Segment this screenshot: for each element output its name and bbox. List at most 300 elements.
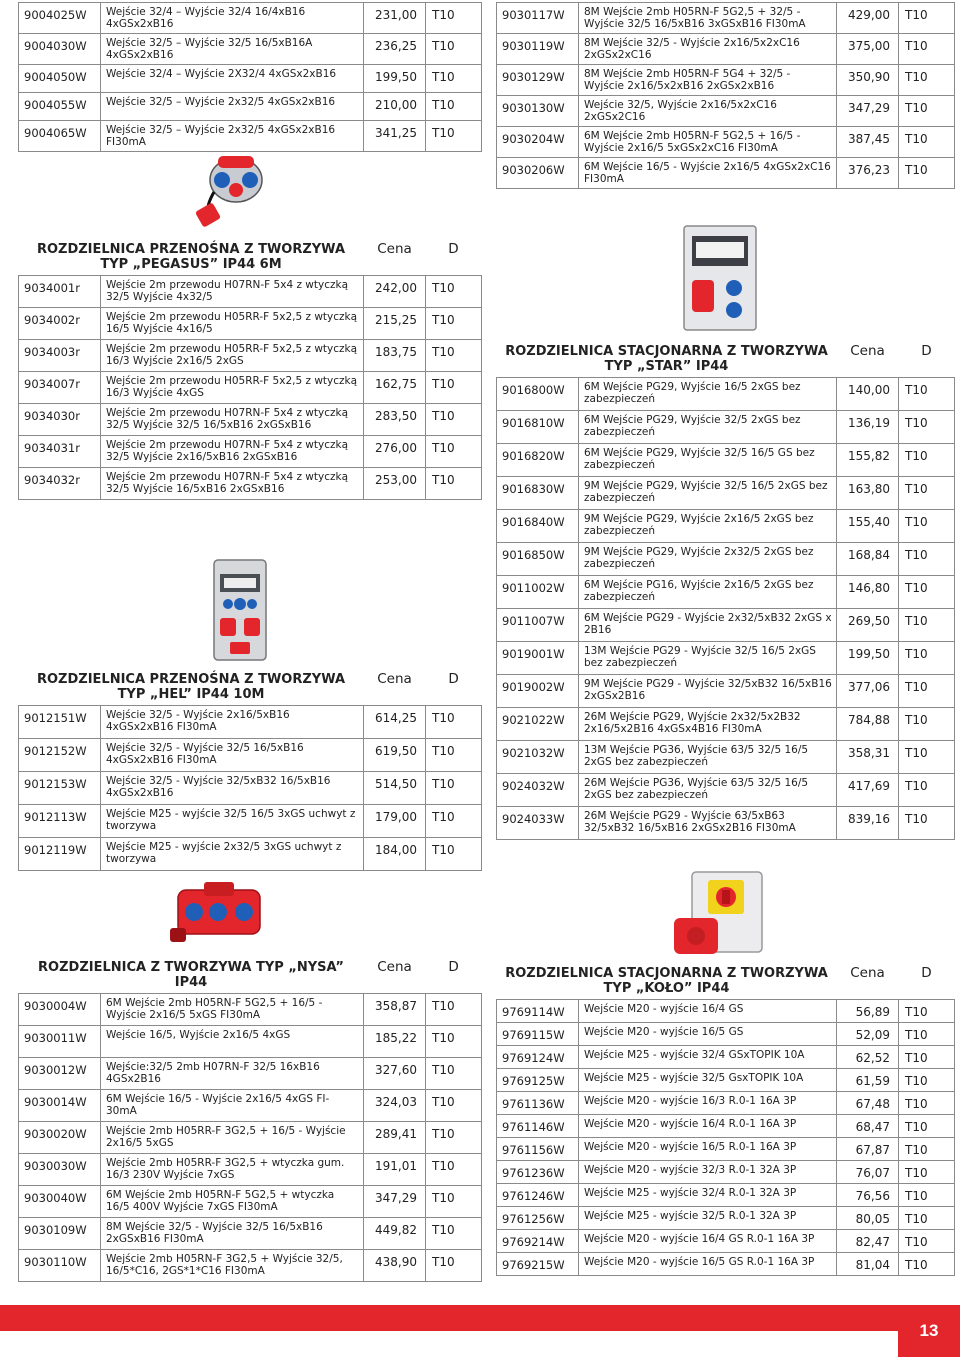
product-description: Wejście 2mb H05RR-F 3G2,5 + wtyczka gum. 16/3 230V Wyjście 7xGS <box>101 1154 364 1186</box>
product-price: 184,00 <box>364 838 426 871</box>
table-row <box>497 807 955 840</box>
product-code: 9012113W <box>19 805 101 838</box>
product-unit: T10 <box>899 411 955 444</box>
product-price: 283,50 <box>364 404 426 436</box>
product-unit: T10 <box>426 1250 482 1282</box>
table-row <box>19 340 482 372</box>
nysa-price-header: Cena <box>364 956 426 994</box>
product-price: 438,90 <box>364 1250 426 1282</box>
product-description: Wejście M20 - wyjście 16/4 GS R.0-1 16A 3P <box>579 1230 837 1253</box>
nysa-header <box>19 956 482 994</box>
product-unit: T10 <box>899 1046 955 1069</box>
hel-price-header: Cena <box>364 668 426 706</box>
product-description: 8M Wejście 2mb H05RN-F 5G4 + 32/5 - Wyjście 2x16/5x2xB16 2xGSx2xB16 <box>579 65 837 96</box>
table-row <box>19 1218 482 1250</box>
table-row <box>19 838 482 871</box>
table-row <box>497 1115 955 1138</box>
footer-red-bar <box>0 1305 898 1331</box>
pegasus-title: ROZDZIELNICA PRZENOŚNA Z TWORZYWA TYP „PEGASUS” IP44 6M <box>19 238 364 276</box>
product-price: 140,00 <box>837 378 899 411</box>
product-unit: T10 <box>899 543 955 576</box>
product-description: 9M Wejście PG29, Wyjście 2x32/5 2xGS bez zabezpieczeń <box>579 543 837 576</box>
product-description: Wejście M25 - wyjście 2x32/5 3xGS uchwyt z tworzywa <box>101 838 364 871</box>
table-row <box>19 276 482 308</box>
product-description: 6M Wejście PG29 - Wyjście 2x32/5xB32 2xGS x 2B16 <box>579 609 837 642</box>
nysa-table <box>18 956 482 1282</box>
product-unit: T10 <box>899 741 955 774</box>
product-code: 9034007r <box>19 372 101 404</box>
product-unit: T10 <box>426 308 482 340</box>
table-row <box>19 1186 482 1218</box>
product-price: 269,50 <box>837 609 899 642</box>
pegasus-header <box>19 238 482 276</box>
table-row <box>19 1122 482 1154</box>
product-description: Wejście 32/4 – Wyjście 32/4 16/4xB16 4xGSx2xB16 <box>101 3 364 34</box>
product-description: 6M Wejście 2mb H05RN-F 5G2,5 + wtyczka 16/5 400V Wyjście 7xGS FI30mA <box>101 1186 364 1218</box>
product-price: 324,03 <box>364 1090 426 1122</box>
table-row <box>497 1023 955 1046</box>
hel-d-header: D <box>426 668 482 706</box>
product-code: 9761236W <box>497 1161 579 1184</box>
product-price: 76,56 <box>837 1184 899 1207</box>
nysa-title: ROZDZIELNICA Z TWORZYWA TYP „NYSA” IP44 <box>19 956 364 994</box>
table-row <box>497 1184 955 1207</box>
product-price: 67,87 <box>837 1138 899 1161</box>
product-description: 6M Wejście PG29, Wyjście 32/5 2xGS bez zabezpieczeń <box>579 411 837 444</box>
table-row <box>19 805 482 838</box>
table-row <box>497 411 955 444</box>
product-price: 76,07 <box>837 1161 899 1184</box>
kolo-section <box>496 962 954 1276</box>
table-row <box>19 706 482 739</box>
product-price: 358,31 <box>837 741 899 774</box>
product-description: 13M Wejście PG36, Wyjście 63/5 32/5 16/5 2xGS bez zabezpieczeń <box>579 741 837 774</box>
kolo-header <box>497 962 955 1000</box>
product-code: 9004025W <box>19 3 101 34</box>
product-description: Wejście 2m przewodu H07RN-F 5x4 z wtyczką 32/5 Wyjście 16/5xB16 2xGSxB16 <box>101 468 364 500</box>
product-price: 210,00 <box>364 93 426 121</box>
star-distributor-photo <box>676 222 764 334</box>
hel-header <box>19 668 482 706</box>
product-code: 9030030W <box>19 1154 101 1186</box>
product-description: Wejście 32/5, Wyjście 2x16/5x2xC16 2xGSx2C16 <box>579 96 837 127</box>
product-code: 9024033W <box>497 807 579 840</box>
table-row <box>497 642 955 675</box>
product-unit: T10 <box>899 1092 955 1115</box>
product-description: 8M Wejście 32/5 - Wyjście 2x16/5x2xC16 2xGSx2xC16 <box>579 34 837 65</box>
product-unit: T10 <box>899 642 955 675</box>
product-description: Wejście 2m przewodu H07RN-F 5x4 z wtyczką 32/5 Wyjście 4x32/5 <box>101 276 364 308</box>
table-row <box>19 93 482 121</box>
product-unit: T10 <box>426 739 482 772</box>
product-code: 9034031r <box>19 436 101 468</box>
product-description: Wejście 2m przewodu H05RR-F 5x2,5 z wtyczką 16/3 Wyjście 2x16/5 2xGS <box>101 340 364 372</box>
product-code: 9030109W <box>19 1218 101 1250</box>
product-description: Wejście M20 - wyjście 16/3 R.0-1 16A 3P <box>579 1092 837 1115</box>
table-row <box>497 543 955 576</box>
product-unit: T10 <box>426 706 482 739</box>
product-price: 183,75 <box>364 340 426 372</box>
product-code: 9030130W <box>497 96 579 127</box>
product-unit: T10 <box>899 675 955 708</box>
kolo-d-header: D <box>899 962 955 1000</box>
product-price: 619,50 <box>364 739 426 772</box>
table-row <box>497 510 955 543</box>
product-code: 9769124W <box>497 1046 579 1069</box>
product-code: 9034002r <box>19 308 101 340</box>
pegasus-price-header: Cena <box>364 238 426 276</box>
product-price: 253,00 <box>364 468 426 500</box>
product-price: 61,59 <box>837 1069 899 1092</box>
product-unit: T10 <box>426 1026 482 1058</box>
product-unit: T10 <box>426 276 482 308</box>
product-price: 136,19 <box>837 411 899 444</box>
product-code: 9016800W <box>497 378 579 411</box>
table-row <box>19 1090 482 1122</box>
product-description: Wejście M20 - wyjście 16/4 GS <box>579 1000 837 1023</box>
table-row <box>497 3 955 34</box>
product-price: 191,01 <box>364 1154 426 1186</box>
product-description: Wejście M25 - wyjście 32/5 16/5 3xGS uchwyt z tworzywa <box>101 805 364 838</box>
product-code: 9016830W <box>497 477 579 510</box>
product-code: 9004030W <box>19 34 101 65</box>
product-code: 9034003r <box>19 340 101 372</box>
product-description: 26M Wejście PG36, Wyjście 63/5 32/5 16/5 2xGS bez zabezpieczeń <box>579 774 837 807</box>
product-unit: T10 <box>426 65 482 93</box>
product-code: 9034001r <box>19 276 101 308</box>
table-row <box>19 468 482 500</box>
product-description: 13M Wejście PG29 - Wyjście 32/5 16/5 2xGS bez zabezpieczeń <box>579 642 837 675</box>
product-code: 9769115W <box>497 1023 579 1046</box>
product-unit: T10 <box>426 1058 482 1090</box>
product-description: Wejście M20 - wyjście 16/5 GS <box>579 1023 837 1046</box>
product-price: 155,40 <box>837 510 899 543</box>
table-row <box>497 1253 955 1276</box>
table-row <box>19 436 482 468</box>
table-row <box>497 477 955 510</box>
product-unit: T10 <box>899 1138 955 1161</box>
product-unit: T10 <box>899 774 955 807</box>
product-code: 9034032r <box>19 468 101 500</box>
table-row <box>497 675 955 708</box>
product-code: 9030011W <box>19 1026 101 1058</box>
product-price: 839,16 <box>837 807 899 840</box>
star-table <box>496 340 955 840</box>
product-price: 146,80 <box>837 576 899 609</box>
product-code: 9769214W <box>497 1230 579 1253</box>
product-code: 9769114W <box>497 1000 579 1023</box>
product-code: 9021022W <box>497 708 579 741</box>
product-unit: T10 <box>899 96 955 127</box>
star-header <box>497 340 955 378</box>
table-row <box>497 708 955 741</box>
product-code: 9034030r <box>19 404 101 436</box>
product-description: Wejście 16/5, Wyjście 2x16/5 4xGS <box>101 1026 364 1058</box>
product-price: 236,25 <box>364 34 426 65</box>
product-price: 62,52 <box>837 1046 899 1069</box>
product-unit: T10 <box>899 1230 955 1253</box>
product-price: 327,60 <box>364 1058 426 1090</box>
product-unit: T10 <box>899 576 955 609</box>
star-section <box>496 340 954 840</box>
product-code: 9012153W <box>19 772 101 805</box>
table-row <box>19 404 482 436</box>
nysa-d-header: D <box>426 956 482 994</box>
product-price: 162,75 <box>364 372 426 404</box>
table-row <box>497 1069 955 1092</box>
product-unit: T10 <box>426 121 482 152</box>
product-unit: T10 <box>899 1184 955 1207</box>
product-unit: T10 <box>899 1207 955 1230</box>
table-row <box>497 96 955 127</box>
product-code: 9016810W <box>497 411 579 444</box>
product-price: 347,29 <box>837 96 899 127</box>
pegasus-table <box>18 238 482 500</box>
product-description: 8M Wejście 32/5 - Wyjście 32/5 16/5xB16 2xGSxB16 FI30mA <box>101 1218 364 1250</box>
product-code: 9011002W <box>497 576 579 609</box>
product-price: 163,80 <box>837 477 899 510</box>
product-price: 358,87 <box>364 994 426 1026</box>
product-description: Wejście 2m przewodu H05RR-F 5x2,5 z wtyczką 16/5 Wyjście 4x16/5 <box>101 308 364 340</box>
table-row <box>497 1046 955 1069</box>
product-code: 9761156W <box>497 1138 579 1161</box>
product-description: Wejście 32/5 - Wyjście 32/5 16/5xB16 4xGSx2xB16 FI30mA <box>101 739 364 772</box>
product-unit: T10 <box>899 609 955 642</box>
product-price: 215,25 <box>364 308 426 340</box>
product-price: 784,88 <box>837 708 899 741</box>
product-description: Wejście:32/5 2mb H07RN-F 32/5 16xB16 4GSx2B16 <box>101 1058 364 1090</box>
table-row <box>19 372 482 404</box>
product-price: 80,05 <box>837 1207 899 1230</box>
table-row <box>497 1138 955 1161</box>
product-description: 6M Wejście 2mb H05RN-F 5G2,5 + 16/5 - Wyjście 2x16/5 5xGS FI30mA <box>101 994 364 1026</box>
product-code: 9761246W <box>497 1184 579 1207</box>
product-unit: T10 <box>426 772 482 805</box>
product-code: 9012152W <box>19 739 101 772</box>
table-row <box>497 576 955 609</box>
product-price: 387,45 <box>837 127 899 158</box>
product-description: 6M Wejście PG29, Wyjście 16/5 2xGS bez zabezpieczeń <box>579 378 837 411</box>
product-price: 67,48 <box>837 1092 899 1115</box>
table-row <box>497 741 955 774</box>
product-code: 9016850W <box>497 543 579 576</box>
product-unit: T10 <box>426 93 482 121</box>
product-unit: T10 <box>426 805 482 838</box>
product-unit: T10 <box>899 1161 955 1184</box>
product-code: 9021032W <box>497 741 579 774</box>
product-code: 9030206W <box>497 158 579 189</box>
product-description: Wejście 32/5 – Wyjście 2x32/5 4xGSx2xB16 FI30mA <box>101 121 364 152</box>
product-price: 52,09 <box>837 1023 899 1046</box>
product-description: Wejście 32/5 - Wyjście 32/5xB32 16/5xB16 4xGSx2xB16 <box>101 772 364 805</box>
product-code: 9011007W <box>497 609 579 642</box>
product-unit: T10 <box>899 1069 955 1092</box>
table-row <box>497 1230 955 1253</box>
product-unit: T10 <box>426 372 482 404</box>
product-unit: T10 <box>426 468 482 500</box>
product-description: Wejście 2m przewodu H07RN-F 5x4 z wtyczką 32/5 Wyjście 32/5 16/5xB16 2xGSxB16 <box>101 404 364 436</box>
product-price: 242,00 <box>364 276 426 308</box>
table-row <box>19 772 482 805</box>
table-row <box>19 1154 482 1186</box>
table-row <box>19 34 482 65</box>
product-unit: T10 <box>899 158 955 189</box>
nysa-section <box>18 956 481 1282</box>
table-row <box>497 609 955 642</box>
product-unit: T10 <box>899 1253 955 1276</box>
product-unit: T10 <box>899 3 955 34</box>
product-unit: T10 <box>426 1122 482 1154</box>
product-unit: T10 <box>426 1154 482 1186</box>
product-code: 9019002W <box>497 675 579 708</box>
product-description: Wejście M20 - wyjście 16/5 R.0-1 16A 3P <box>579 1138 837 1161</box>
product-price: 82,47 <box>837 1230 899 1253</box>
product-unit: T10 <box>426 1186 482 1218</box>
product-unit: T10 <box>899 378 955 411</box>
product-price: 341,25 <box>364 121 426 152</box>
product-unit: T10 <box>426 34 482 65</box>
kolo-price-header: Cena <box>837 962 899 1000</box>
product-description: Wejście M25 - wyjście 32/4 R.0-1 32A 3P <box>579 1184 837 1207</box>
product-description: Wejście 32/5 – Wyjście 32/5 16/5xB16A 4xGSx2xB16 <box>101 34 364 65</box>
product-unit: T10 <box>899 127 955 158</box>
hel-table <box>18 668 482 871</box>
product-description: Wejście M20 - wyjście 32/3 R.0-1 32A 3P <box>579 1161 837 1184</box>
product-code: 9761256W <box>497 1207 579 1230</box>
product-price: 377,06 <box>837 675 899 708</box>
product-price: 199,50 <box>364 65 426 93</box>
product-unit: T10 <box>899 510 955 543</box>
product-description: 6M Wejście 2mb H05RN-F 5G2,5 + 16/5 - Wyjście 2x16/5 5xGSx2xC16 FI30mA <box>579 127 837 158</box>
product-code: 9030110W <box>19 1250 101 1282</box>
product-description: Wejście 32/4 – Wyjście 2X32/4 4xGSx2xB16 <box>101 65 364 93</box>
kolo-title: ROZDZIELNICA STACJONARNA Z TWORZYWA TYP „KOŁO” IP44 <box>497 962 837 1000</box>
table-row <box>19 3 482 34</box>
nysa-distributor-photo <box>168 878 270 948</box>
top-right-section <box>496 2 954 189</box>
product-description: Wejście 32/5 – Wyjście 2x32/5 4xGSx2xB16 <box>101 93 364 121</box>
product-price: 68,47 <box>837 1115 899 1138</box>
table-row <box>497 1000 955 1023</box>
table-row <box>497 34 955 65</box>
pegasus-distributor-photo <box>188 146 268 230</box>
table-row <box>497 1092 955 1115</box>
table-row <box>497 65 955 96</box>
product-code: 9030119W <box>497 34 579 65</box>
product-price: 199,50 <box>837 642 899 675</box>
product-code: 9016840W <box>497 510 579 543</box>
product-description: 9M Wejście PG29 - Wyjście 32/5xB32 16/5xB16 2xGSx2B16 <box>579 675 837 708</box>
table-row <box>19 1026 482 1058</box>
product-unit: T10 <box>426 1218 482 1250</box>
product-unit: T10 <box>426 436 482 468</box>
product-unit: T10 <box>899 34 955 65</box>
product-description: Wejście 2mb H05RR-F 3G2,5 + 16/5 - Wyjście 2x16/5 5xGS <box>101 1122 364 1154</box>
product-description: Wejście M20 - wyjście 16/4 R.0-1 16A 3P <box>579 1115 837 1138</box>
product-code: 9004055W <box>19 93 101 121</box>
product-price: 514,50 <box>364 772 426 805</box>
page-number: 13 <box>898 1305 960 1357</box>
product-code: 9030117W <box>497 3 579 34</box>
top-left-table <box>18 2 482 152</box>
hel-section <box>18 668 481 871</box>
product-description: Wejście 2mb H05RN-F 3G2,5 + Wyjście 32/5, 16/5*C16, 2GS*1*C16 FI30mA <box>101 1250 364 1282</box>
table-row <box>497 127 955 158</box>
product-code: 9004050W <box>19 65 101 93</box>
top-left-section <box>18 2 481 152</box>
product-code: 9030040W <box>19 1186 101 1218</box>
pegasus-d-header: D <box>426 238 482 276</box>
table-row <box>19 994 482 1026</box>
product-code: 9012119W <box>19 838 101 871</box>
product-description: 26M Wejście PG29 - Wyjście 63/5xB63 32/5xB32 16/5xB16 2xGSx2B16 FI30mA <box>579 807 837 840</box>
product-price: 289,41 <box>364 1122 426 1154</box>
product-price: 429,00 <box>837 3 899 34</box>
product-unit: T10 <box>426 838 482 871</box>
product-code: 9024032W <box>497 774 579 807</box>
table-row <box>19 739 482 772</box>
product-unit: T10 <box>899 708 955 741</box>
product-code: 9769125W <box>497 1069 579 1092</box>
product-code: 9769215W <box>497 1253 579 1276</box>
product-unit: T10 <box>426 3 482 34</box>
top-right-table <box>496 2 955 189</box>
product-unit: T10 <box>899 65 955 96</box>
product-code: 9012151W <box>19 706 101 739</box>
star-title: ROZDZIELNICA STACJONARNA Z TWORZYWA TYP „STAR” IP44 <box>497 340 837 378</box>
product-description: Wejście M25 - wyjście 32/5 R.0-1 32A 3P <box>579 1207 837 1230</box>
product-price: 155,82 <box>837 444 899 477</box>
pegasus-section <box>18 238 481 500</box>
product-code: 9030012W <box>19 1058 101 1090</box>
product-code: 9004065W <box>19 121 101 152</box>
table-row <box>497 378 955 411</box>
product-unit: T10 <box>899 444 955 477</box>
product-description: 26M Wejście PG29, Wyjście 2x32/5x2B32 2x16/5x2B16 4xGSx4B16 FI30mA <box>579 708 837 741</box>
product-description: Wejście 2m przewodu H05RR-F 5x2,5 z wtyczką 16/3 Wyjście 4xGS <box>101 372 364 404</box>
product-price: 614,25 <box>364 706 426 739</box>
product-description: Wejście 2m przewodu H07RN-F 5x4 z wtyczką 32/5 Wyjście 2x16/5xB16 2xGSxB16 <box>101 436 364 468</box>
product-unit: T10 <box>426 340 482 372</box>
product-unit: T10 <box>426 404 482 436</box>
product-description: Wejście M25 - wyjście 32/4 GSxTOPIK 10A <box>579 1046 837 1069</box>
product-code: 9030004W <box>19 994 101 1026</box>
product-unit: T10 <box>426 994 482 1026</box>
product-description: 6M Wejście 16/5 - Wyjście 2x16/5 4xGSx2xC16 FI30mA <box>579 158 837 189</box>
product-price: 350,90 <box>837 65 899 96</box>
product-price: 276,00 <box>364 436 426 468</box>
table-row <box>19 308 482 340</box>
product-code: 9030020W <box>19 1122 101 1154</box>
product-description: 9M Wejście PG29, Wyjście 32/5 16/5 2xGS bez zabezpieczeń <box>579 477 837 510</box>
table-row <box>497 774 955 807</box>
product-description: 6M Wejście PG29, Wyjście 32/5 16/5 GS bez zabezpieczeń <box>579 444 837 477</box>
product-description: Wejście 32/5 - Wyjście 2x16/5xB16 4xGSx2xB16 FI30mA <box>101 706 364 739</box>
product-code: 9030204W <box>497 127 579 158</box>
table-row <box>497 158 955 189</box>
product-unit: T10 <box>426 1090 482 1122</box>
product-code: 9761136W <box>497 1092 579 1115</box>
product-code: 9030129W <box>497 65 579 96</box>
product-description: 6M Wejście PG16, Wyjście 2x16/5 2xGS bez zabezpieczeń <box>579 576 837 609</box>
product-unit: T10 <box>899 477 955 510</box>
product-price: 347,29 <box>364 1186 426 1218</box>
hel-title: ROZDZIELNICA PRZENOŚNA Z TWORZYWA TYP „HEL” IP44 10M <box>19 668 364 706</box>
product-price: 56,89 <box>837 1000 899 1023</box>
product-description: Wejście M25 - wyjście 32/5 GsxTOPIK 10A <box>579 1069 837 1092</box>
hel-distributor-photo <box>200 556 280 668</box>
product-price: 375,00 <box>837 34 899 65</box>
